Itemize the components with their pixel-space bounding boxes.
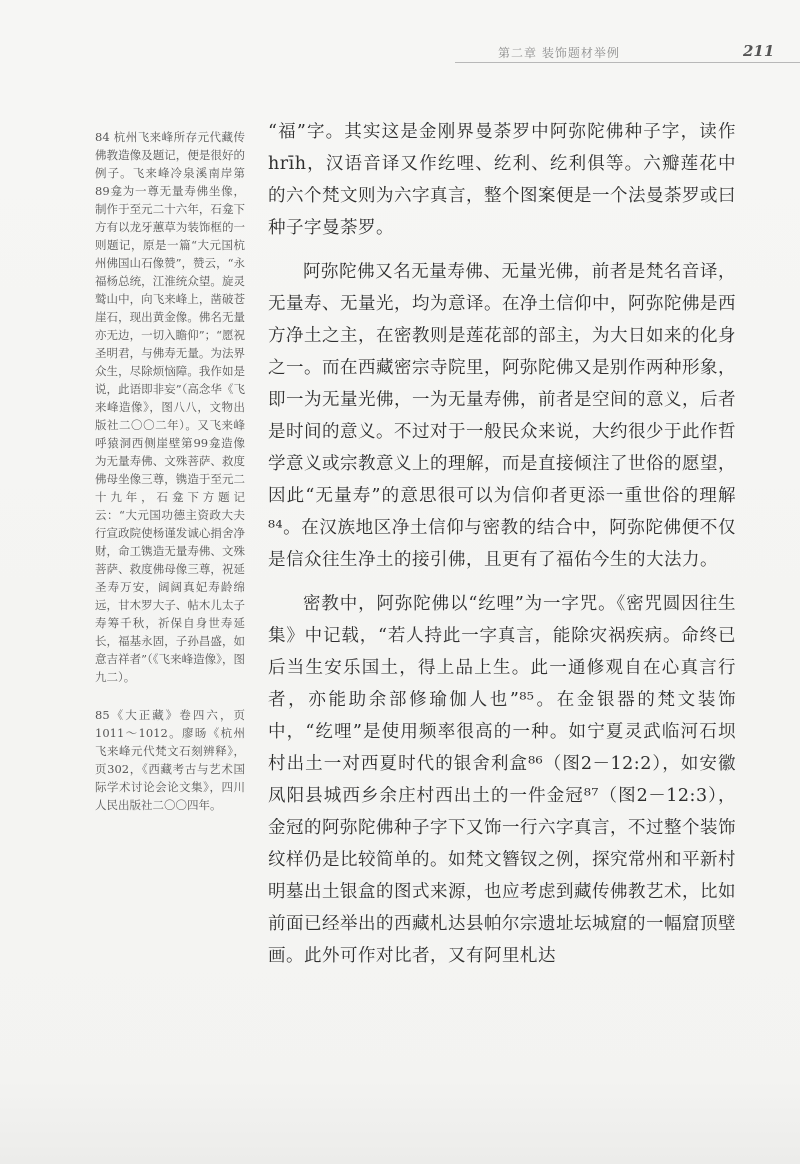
footnote-84: 84 杭州飞来峰所存元代藏传佛教造像及题记，便是很好的例子。飞来峰冷泉溪南岸第89龛为一尊无量寿佛坐像，制作于至元二十六年，石龛下方有以龙牙蕙草为装饰框的一则题记，原是一篇“大元国杭州佛国山石像赞”，赞云，“永福杨总统，江淮统众望。旋灵鹫山中，向飞来峰上，凿破苍崖石，现出黄金像。佛名无量亦无边，一切入瞻仰”；“愿祝圣明君，与佛寿无量。为法界众生，尽除烦恼障。我作如是说，此语即非妄”（高念华《飞来峰造像》，图八八，文物出版社二〇〇二年）。又飞来峰呼猿洞西侧崖壁第99龛造像为无量寿佛、文殊菩萨、救度佛母坐像三尊，镌造于至元二十九年，石龛下方题记云：“大元国功德主资政大夫行宣政院使杨谨发诚心捐舍净财，命工镌造无量寿佛、文殊菩萨、救度佛母像三尊，祝延圣寿万安，阔阔真妃寿龄绵远，甘木罗大子、帖木儿太子寿筹千秋，祈保自身世寿延长，福基永固，子孙昌盛，如意吉祥者”（《飞来峰造像》，图九二）。 bbox=[95, 130, 245, 684]
side-notes bbox=[95, 128, 245, 834]
page-number: 211 bbox=[743, 42, 775, 60]
paragraph-1: “福”字。其实这是金刚界曼荼罗中阿弥陀佛种子字，读作hrīh，汉语音译又作纥哩、纥利、纥利俱等。六瓣莲花中的六个梵文则为六字真言，整个图案便是一个法曼荼罗或曰种子字曼荼罗。 bbox=[268, 122, 736, 238]
paragraph-2: 阿弥陀佛又名无量寿佛、无量光佛，前者是梵名音译，无量寿、无量光，均为意译。在净土信仰中，阿弥陀佛是西方净土之主，在密教则是莲花部的部主，为大日如来的化身之一。而在西藏密宗寺院里，阿弥陀佛又是别作两种形象，即一为无量光佛，一为无量寿佛，前者是空间的意义，后者是时间的意义。不过对于一般民众来说，大约很少于此作哲学意义或宗教意义上的理解，而是直接倾注了世俗的愿望，因此“无量寿”的意思很可以为信仰者更添一重世俗的理解⁸⁴。在汉族地区净土信仰与密教的结合中，阿弥陀佛便不仅是信众往生净土的接引佛，且更有了福佑今生的大法力。 bbox=[268, 262, 736, 570]
footnote-85: 85《大正藏》卷四六，页1011～1012。廖旸《杭州飞来峰元代梵文石刻辨释》，页302，《西藏考古与艺术国际学术讨论会论文集》，四川人民出版社二〇〇四年。 bbox=[95, 708, 245, 812]
page-bottom-shadow bbox=[0, 1080, 800, 1164]
paragraph-3: 密教中，阿弥陀佛以“纥哩”为一字咒。《密咒圆因往生集》中记载，“若人持此一字真言，能除灾祸疾病。命终已后当生安乐国土，得上品上生。此一通修观自在心真言行者，亦能助余部修瑜伽人也”⁸⁵。在金银器的梵文装饰中，“纥哩”是使用频率很高的一种。如宁夏灵武临河石坝村出土一对西夏时代的银舍利盒⁸⁶（图2－12:2），如安徽凤阳县城西乡余庄村西出土的一件金冠⁸⁷（图2－12:3），金冠的阿弥陀佛种子字下又饰一行六字真言，不过整个装饰纹样仍是比较简单的。如梵文簪钗之例，探究常州和平新村明墓出土银盒的图式来源，也应考虑到藏传佛教艺术，比如前面已经举出的西藏札达县帕尔宗遗址坛城窟的一幅窟顶壁画。此外可作对比者，又有阿里札达 bbox=[268, 594, 736, 966]
main-text bbox=[268, 116, 736, 984]
header-rule bbox=[455, 62, 800, 63]
running-head: 第二章 装饰题材举例 bbox=[498, 46, 620, 60]
